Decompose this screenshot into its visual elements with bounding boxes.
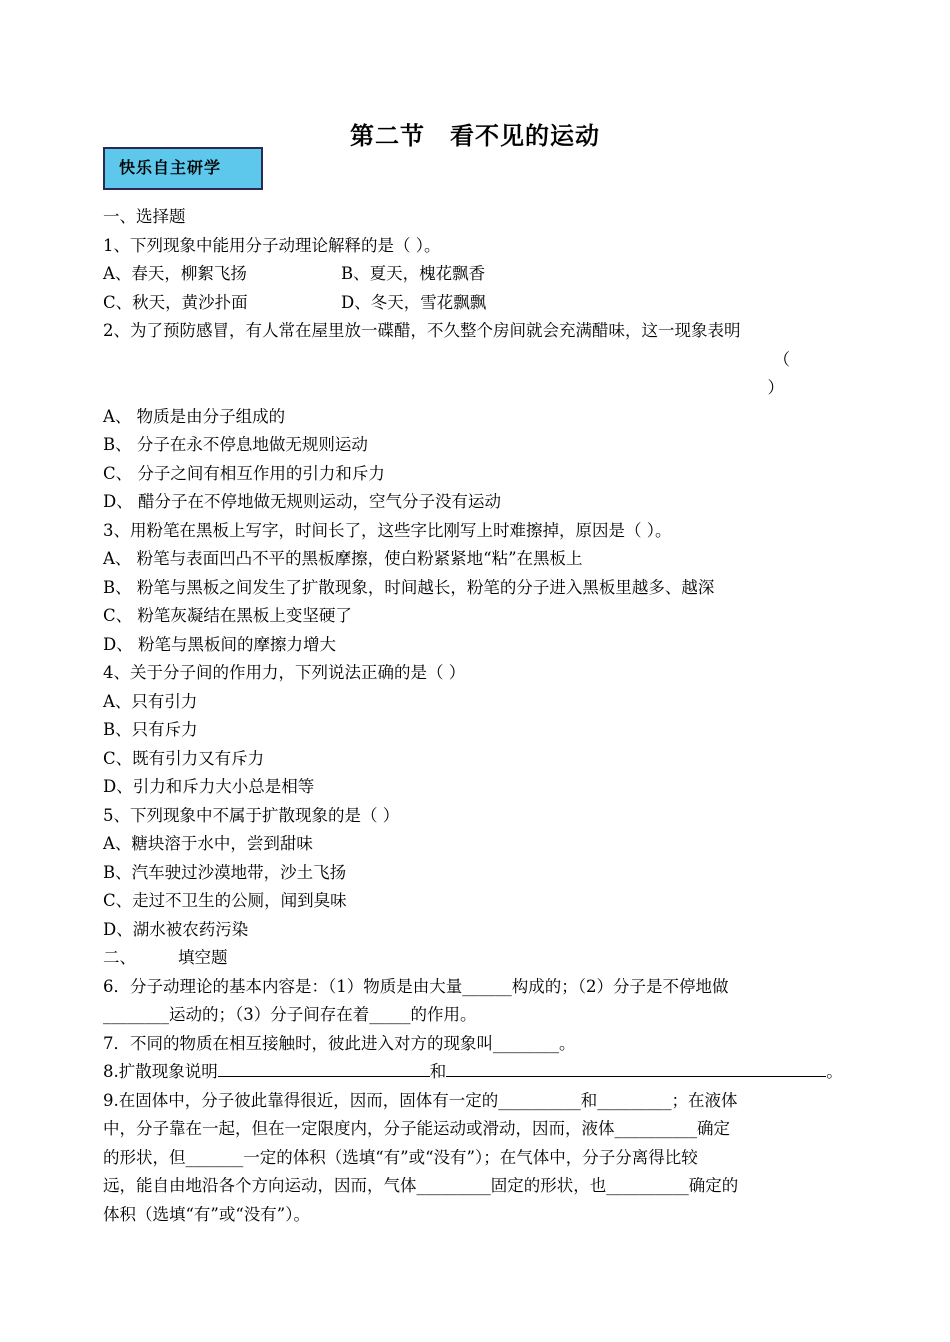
question-8 bbox=[103, 1058, 848, 1087]
option-a: A、只有引力 bbox=[103, 691, 198, 711]
option-d: D、 粉笔与黑板间的摩擦力增大 bbox=[103, 634, 336, 654]
question-9-line-1: 9.在固体中，分子彼此靠得很近，因而，固体有一定的__________和_________；在液体 bbox=[103, 1090, 738, 1110]
question-5: 5、下列现象中不属于扩散现象的是（ ） bbox=[103, 805, 400, 825]
option-b: B、只有斥力 bbox=[103, 720, 198, 739]
option-d: D、引力和斥力大小总是相等 bbox=[103, 777, 315, 796]
question-7: 7．不同的物质在相互接触时，彼此进入对方的现象叫________。 bbox=[103, 1033, 576, 1053]
option-c: C、 分子之间有相互作用的引力和斥力 bbox=[103, 463, 385, 483]
option-c: C、既有引力又有斥力 bbox=[103, 748, 265, 768]
option-d: D、 醋分子在不停地做无规则运动，空气分子没有运动 bbox=[103, 492, 501, 511]
answer-blank[interactable] bbox=[218, 1058, 430, 1077]
question-1: 1、下列现象中能用分子动理论解释的是（ ）。 bbox=[103, 235, 441, 255]
option-a: A、春天，柳絮飞扬 bbox=[103, 264, 247, 283]
question-9-line-5: 体积（选填“有”或“没有”）。 bbox=[103, 1204, 310, 1224]
question-1-options-cd bbox=[103, 289, 848, 318]
question-8-period: 。 bbox=[826, 1062, 843, 1081]
question-9-line-4: 远，能自由地沿各个方向运动，因而，气体_________固定的形状，也__________确定的 bbox=[103, 1176, 739, 1195]
option-c: C、秋天，黄沙扑面 bbox=[103, 292, 248, 312]
question-1-options-ab bbox=[103, 260, 848, 289]
answer-blank[interactable] bbox=[446, 1058, 826, 1077]
section-heading-choice: 一、选择题 bbox=[103, 207, 186, 226]
question-9-line-2: 中，分子靠在一起，但在一定限度内，分子能运动或滑动，因而，液体__________确定 bbox=[103, 1119, 730, 1138]
question-8-prefix: 8.扩散现象说明 bbox=[103, 1062, 218, 1081]
question-9-line-3: 的形状，但_______一定的体积（选填“有”或“没有”）；在气体中，分子分离得比较 bbox=[103, 1147, 698, 1167]
question-6-line-2: ________运动的；（3）分子间存在着_____的作用。 bbox=[103, 1005, 477, 1024]
question-8-conjunction: 和 bbox=[429, 1062, 447, 1081]
option-d: D、冬天，雪花飘飘 bbox=[341, 292, 487, 312]
section-heading-fill: 二、 填空题 bbox=[103, 948, 228, 967]
page-title: 第二节 看不见的运动 bbox=[350, 121, 600, 150]
question-6-line-1: 6．分子动理论的基本内容是：（1）物质是由大量______构成的；（2）分子是不停地做 bbox=[103, 976, 729, 996]
worksheet-content bbox=[103, 203, 848, 1229]
option-a: A、糖块溶于水中，尝到甜味 bbox=[103, 834, 313, 853]
answer-paren-open: （ bbox=[773, 349, 790, 369]
section-badge bbox=[103, 147, 263, 190]
question-4: 4、关于分子间的作用力，下列说法正确的是（ ） bbox=[103, 663, 466, 682]
option-b: B、汽车驶过沙漠地带，沙土飞扬 bbox=[103, 862, 347, 882]
answer-paren-close: ） bbox=[767, 378, 784, 397]
option-c: C、 粉笔灰凝结在黑板上变坚硬了 bbox=[103, 606, 352, 625]
section-badge-label: 快乐自主研学 bbox=[119, 158, 222, 177]
option-a: A、 物质是由分子组成的 bbox=[103, 406, 286, 426]
question-3: 3、用粉笔在黑板上写字，时间长了，这些字比刚写上时难擦掉，原因是（ ）。 bbox=[103, 520, 672, 540]
option-b: B、 粉笔与黑板之间发生了扩散现象，时间越长，粉笔的分子进入黑板里越多、越深 bbox=[103, 577, 715, 597]
question-2: 2、为了预防感冒，有人常在屋里放一碟醋，不久整个房间就会充满醋味，这一现象表明 bbox=[103, 321, 741, 340]
option-b: B、夏天，槐花飘香 bbox=[341, 264, 486, 283]
option-d: D、湖水被农药污染 bbox=[103, 919, 249, 939]
option-c: C、走过不卫生的公厕，闻到臭味 bbox=[103, 891, 347, 910]
option-a: A、 粉笔与表面凹凸不平的黑板摩擦，使白粉紧紧地“粘”在黑板上 bbox=[103, 549, 583, 568]
option-b: B、 分子在永不停息地做无规则运动 bbox=[103, 435, 368, 454]
